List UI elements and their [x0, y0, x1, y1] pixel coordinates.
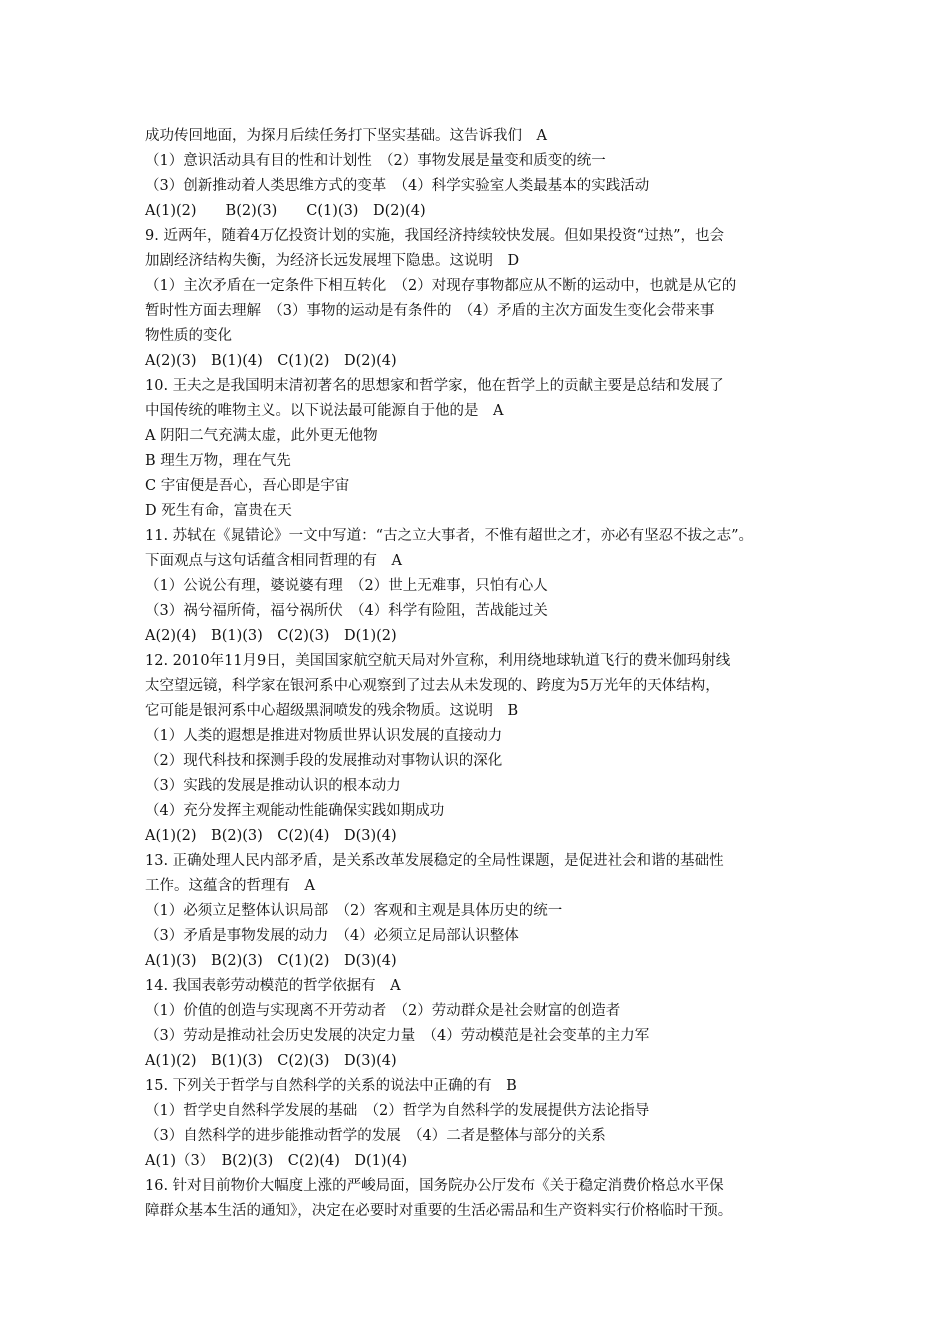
text-line: （2）现代科技和探测手段的发展推动对事物认识的深化 — [145, 753, 503, 769]
text-line: 障群众基本生活的通知》，决定在必要时对重要的生活必需品和生产资料实行价格临时干预。 — [145, 1203, 733, 1219]
text-line: （1）主次矛盾在一定条件下相互转化 （2）对现存事物都应从不断的运动中，也就是从它的 — [145, 278, 737, 294]
text-line: A(1)(2) B(1)(3) C(2)(3) D(3)(4) — [145, 1053, 397, 1069]
text-line: 暂时性方面去理解 （3）事物的运动是有条件的 （4）矛盾的主次方面发生变化会带来事 — [145, 303, 715, 319]
text-line: A 阴阳二气充满太虚，此外更无他物 — [145, 428, 378, 444]
text-line: （3）创新推动着人类思维方式的变革 （4）科学实验室人类最基本的实践活动 — [145, 178, 650, 194]
text-line: 13. 正确处理人民内部矛盾，是关系改革发展稳定的全局性课题，是促进社会和谐的基础性 — [145, 853, 724, 869]
text-line: （1）公说公有理，婆说婆有理 （2）世上无难事，只怕有心人 — [145, 578, 548, 594]
text-line: 中国传统的唯物主义。以下说法最可能源自于他的是 A — [145, 403, 504, 419]
text-line: A(1)（3） B(2)(3) C(2)(4) D(1)(4) — [145, 1153, 408, 1169]
text-line: （3）矛盾是事物发展的动力 （4）必须立足局部认识整体 — [145, 928, 519, 944]
text-line: C 宇宙便是吾心，吾心即是宇宙 — [145, 478, 350, 494]
document-page — [145, 124, 825, 1224]
text-line: （1）必须立足整体认识局部 （2）客观和主观是具体历史的统一 — [145, 903, 563, 919]
text-line: 15. 下列关于哲学与自然科学的关系的说法中正确的有 B — [145, 1078, 517, 1094]
text-line: 16. 针对目前物价大幅度上涨的严峻局面，国务院办公厅发布《关于稳定消费价格总水平保 — [145, 1178, 724, 1194]
text-line: 9. 近两年，随着4万亿投资计划的实施，我国经济持续较快发展。但如果投资“过热”，也会 — [145, 228, 724, 244]
text-line: （3）祸兮福所倚，福兮祸所伏 （4）科学有险阻，苦战能过关 — [145, 603, 548, 619]
text-line: A(1)(3) B(2)(3) C(1)(2) D(3)(4) — [145, 953, 397, 969]
text-line: 11. 苏轼在《晁错论》一文中写道：“古之立大事者，不惟有超世之才，亦必有坚忍不拔之志”。 — [145, 528, 753, 544]
text-line: （3）自然科学的进步能推动哲学的发展 （4）二者是整体与部分的关系 — [145, 1128, 606, 1144]
text-line: 10. 王夫之是我国明末清初著名的思想家和哲学家，他在哲学上的贡献主要是总结和发展了 — [145, 378, 724, 394]
text-line: （1）意识活动具有目的性和计划性 （2）事物发展是量变和质变的统一 — [145, 153, 606, 169]
text-line: B 理生万物，理在气先 — [145, 453, 291, 469]
text-line: 工作。这蕴含的哲理有 A — [145, 878, 315, 894]
text-line: 它可能是银河系中心超级黑洞喷发的残余物质。这说明 B — [145, 703, 519, 719]
text-line: （3）实践的发展是推动认识的根本动力 — [145, 778, 401, 794]
text-line: A(2)(3) B(1)(4) C(1)(2) D(2)(4) — [145, 353, 397, 369]
text-line: 12. 2010年11月9日，美国国家航空航天局对外宣称，利用绕地球轨道飞行的费米伽玛射线 — [145, 653, 731, 669]
text-line: 加剧经济结构失衡，为经济长远发展埋下隐患。这说明 D — [145, 253, 520, 269]
text-line: （3）劳动是推动社会历史发展的决定力量 （4）劳动模范是社会变革的主力军 — [145, 1028, 650, 1044]
text-line: 成功传回地面，为探月后续任务打下坚实基础。这告诉我们 A — [145, 128, 547, 144]
text-line: （4）充分发挥主观能动性能确保实践如期成功 — [145, 803, 445, 819]
text-line: （1）哲学史自然科学发展的基础 （2）哲学为自然科学的发展提供方法论指导 — [145, 1103, 650, 1119]
text-line: 太空望远镜，科学家在银河系中心观察到了过去从未发现的、跨度为5万光年的天体结构， — [145, 678, 720, 694]
text-line: 14. 我国表彰劳动模范的哲学依据有 A — [145, 978, 401, 994]
text-line: （1）人类的遐想是推进对物质世界认识发展的直接动力 — [145, 728, 503, 744]
text-line: 下面观点与这句话蕴含相同哲理的有 A — [145, 553, 402, 569]
text-line: A(1)(2) B(2)(3) C(2)(4) D(3)(4) — [145, 828, 397, 844]
text-line: A(2)(4) B(1)(3) C(2)(3) D(1)(2) — [145, 628, 397, 644]
text-line: D 死生有命，富贵在天 — [145, 503, 292, 519]
text-line: A(1)(2) B(2)(3) C(1)(3) D(2)(4) — [145, 203, 426, 219]
text-line: （1）价值的创造与实现离不开劳动者 （2）劳动群众是社会财富的创造者 — [145, 1003, 621, 1019]
text-line: 物性质的变化 — [145, 328, 232, 344]
